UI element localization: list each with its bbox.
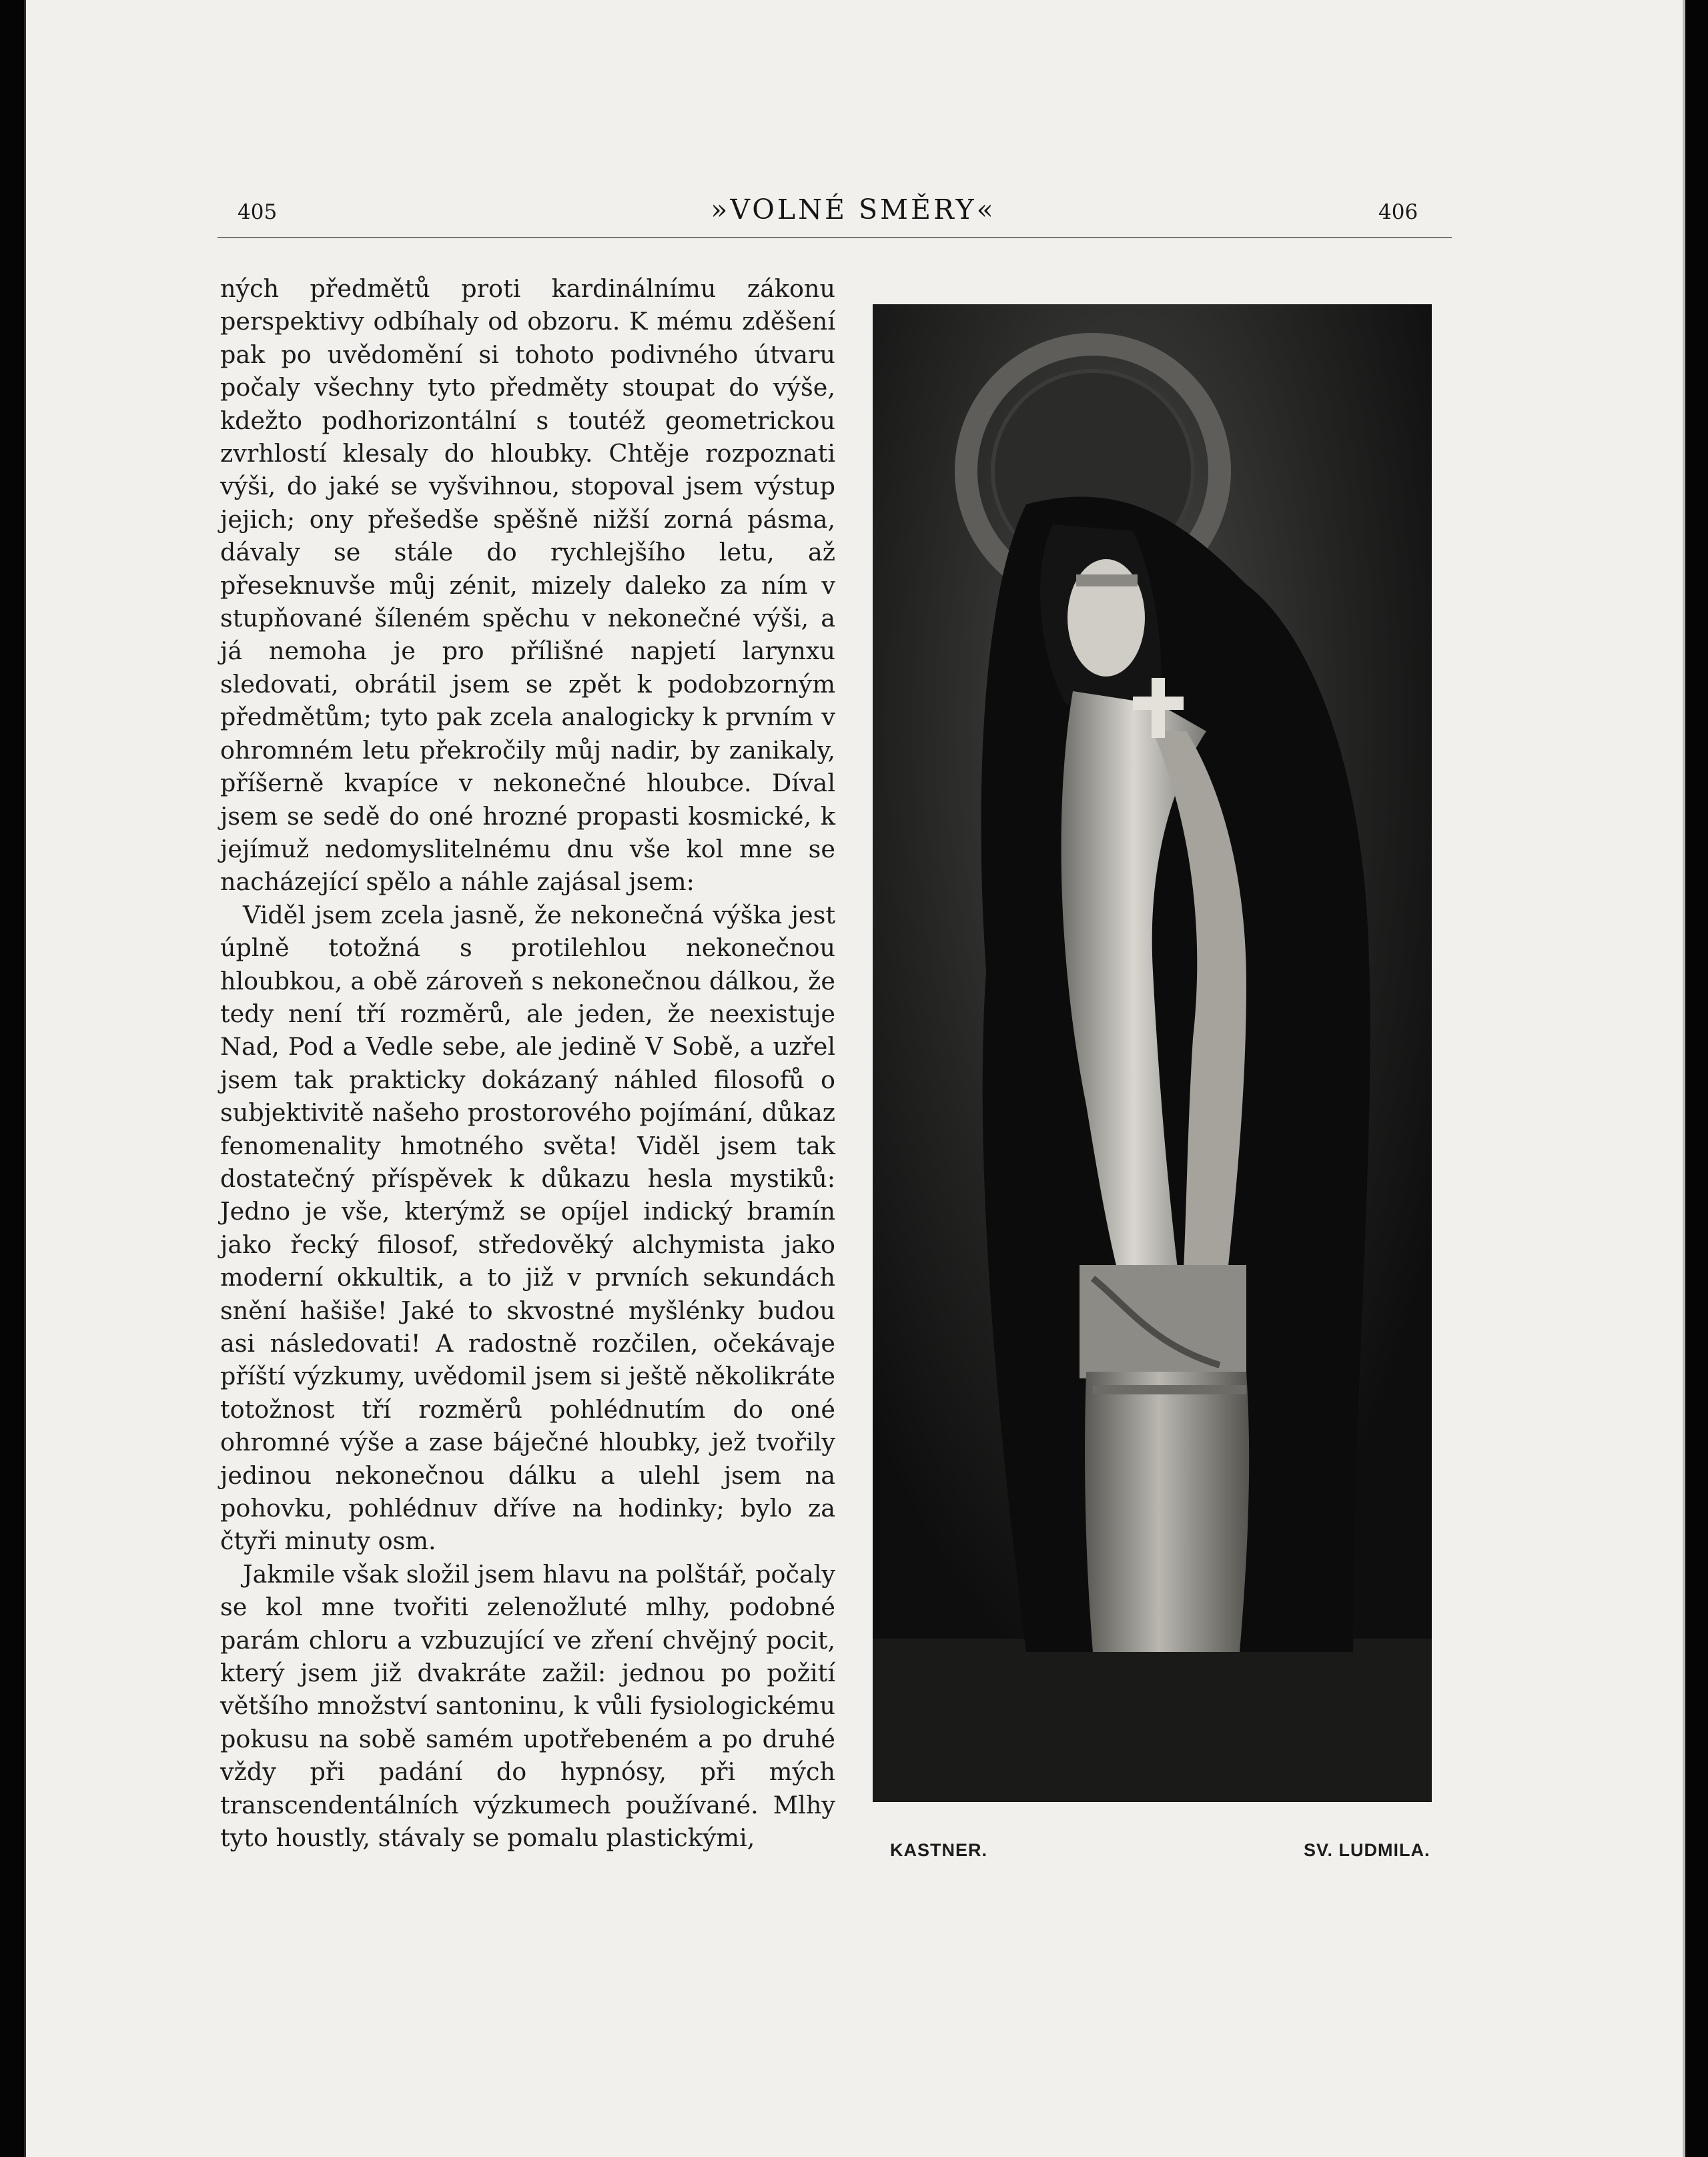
saint-figure-drawing [873, 304, 1432, 1802]
page-left-edge [24, 0, 26, 2157]
caption-title: SV. LUDMILA. [1304, 1840, 1430, 1860]
header-rule [218, 237, 1452, 238]
paragraph-2: Viděl jsem zcela jasně, že nekonečná výška jest úplně totožná s protilehlou nekonečnou hloubkou, a obě zároveň s nekonečnou dálkou, že tedy není tří rozměrů, ale jeden, že neexistuje Nad, Pod a Vedle sebe, ale jedině V Sobě, a uzřel jsem tak prakticky dokázaný náhled filosofů o subjektivitě našeho prostorového pojímání, důkaz fenomenality hmotného světa! Viděl jsem tak dostatečný příspěvek k důkazu hesla mystiků: Jedno je vše, kterýmž se opíjel indický bramín jako řecký filosof, středověký alchymista jako moderní okkultik, a to již v prvních sekundách snění hašiše! Jaké to skvostné myšlénky budou asi následovati! A radostně rozčilen, očekávaje příští výzkumy, uvědomil jsem si ještě několikráte totožnost tří rozměrů pohlédnutím do oné ohromné výše a zase báječné hloubky, jež tvořily jedinou nekonečnou dálku a ulehl jsem na pohovku, pohlédnuv dříve na hodinky; bylo za čtyři minuty osm. [220, 900, 835, 1556]
paragraph-1: ných předmětů proti kardinálnímu zákonu perspektivy odbíhaly od obzoru. K mému zděšení pak po uvědomění si tohoto podivného útvaru počaly všechny tyto předměty stoupat do výše, kdežto podhorizontální s toutéž geometrickou zvrhlostí klesaly do hloubky. Chtěje rozpoznati výši, do jaké se vyšvihnou, stopoval jsem výstup jejich; ony přešedše spěšně nižší zorná pásma, dávaly se stále do rychlejšího letu, až přeseknuvše můj zénit, mizely daleko za ním v stupňované šíleném spěchu v nekonečné výši, a já nemoha je pro přílišné napjetí larynxu sledovati, obrátil jsem se zpět k podobzorným předmětům; tyto pak zcela analogicky k prvním v ohromném letu překročily můj nadir, by zanikaly, příšerně kvapíce v nekonečné hloubce. Díval jsem se sedě do oné hrozné propasti kosmické, k jejímuž nedomyslitelnému dnu vše kol mne se nacházející spělo a náhle zajásal jsem: [220, 274, 835, 897]
running-title: »VOLNÉ SMĚRY« [711, 193, 996, 226]
saint-ludmila-illustration [873, 304, 1432, 1802]
caption-artist: KASTNER. [890, 1840, 988, 1860]
page-number-right: 406 [1378, 200, 1418, 224]
paragraph-3: Jakmile však složil jsem hlavu na polštář, počaly se kol mne tvořiti zelenožluté mlhy, podobné parám chloru a vzbuzující ve zření chvějný pocit, který jsem již dvakráte zažil: jednou po požití většího množství santoninu, k vůli fysiologickému pokusu na sobě samém upotřebeném a po druhé vždy při padání do hypnósy, při mých transcendentálních výzkumech používané. Mlhy tyto houstly, stávaly se pomalu plastickými, [220, 1559, 835, 1853]
text-column [220, 272, 835, 1855]
page-right-edge [1683, 0, 1685, 2157]
page-number-left: 405 [238, 200, 278, 224]
magazine-page [24, 0, 1683, 2157]
